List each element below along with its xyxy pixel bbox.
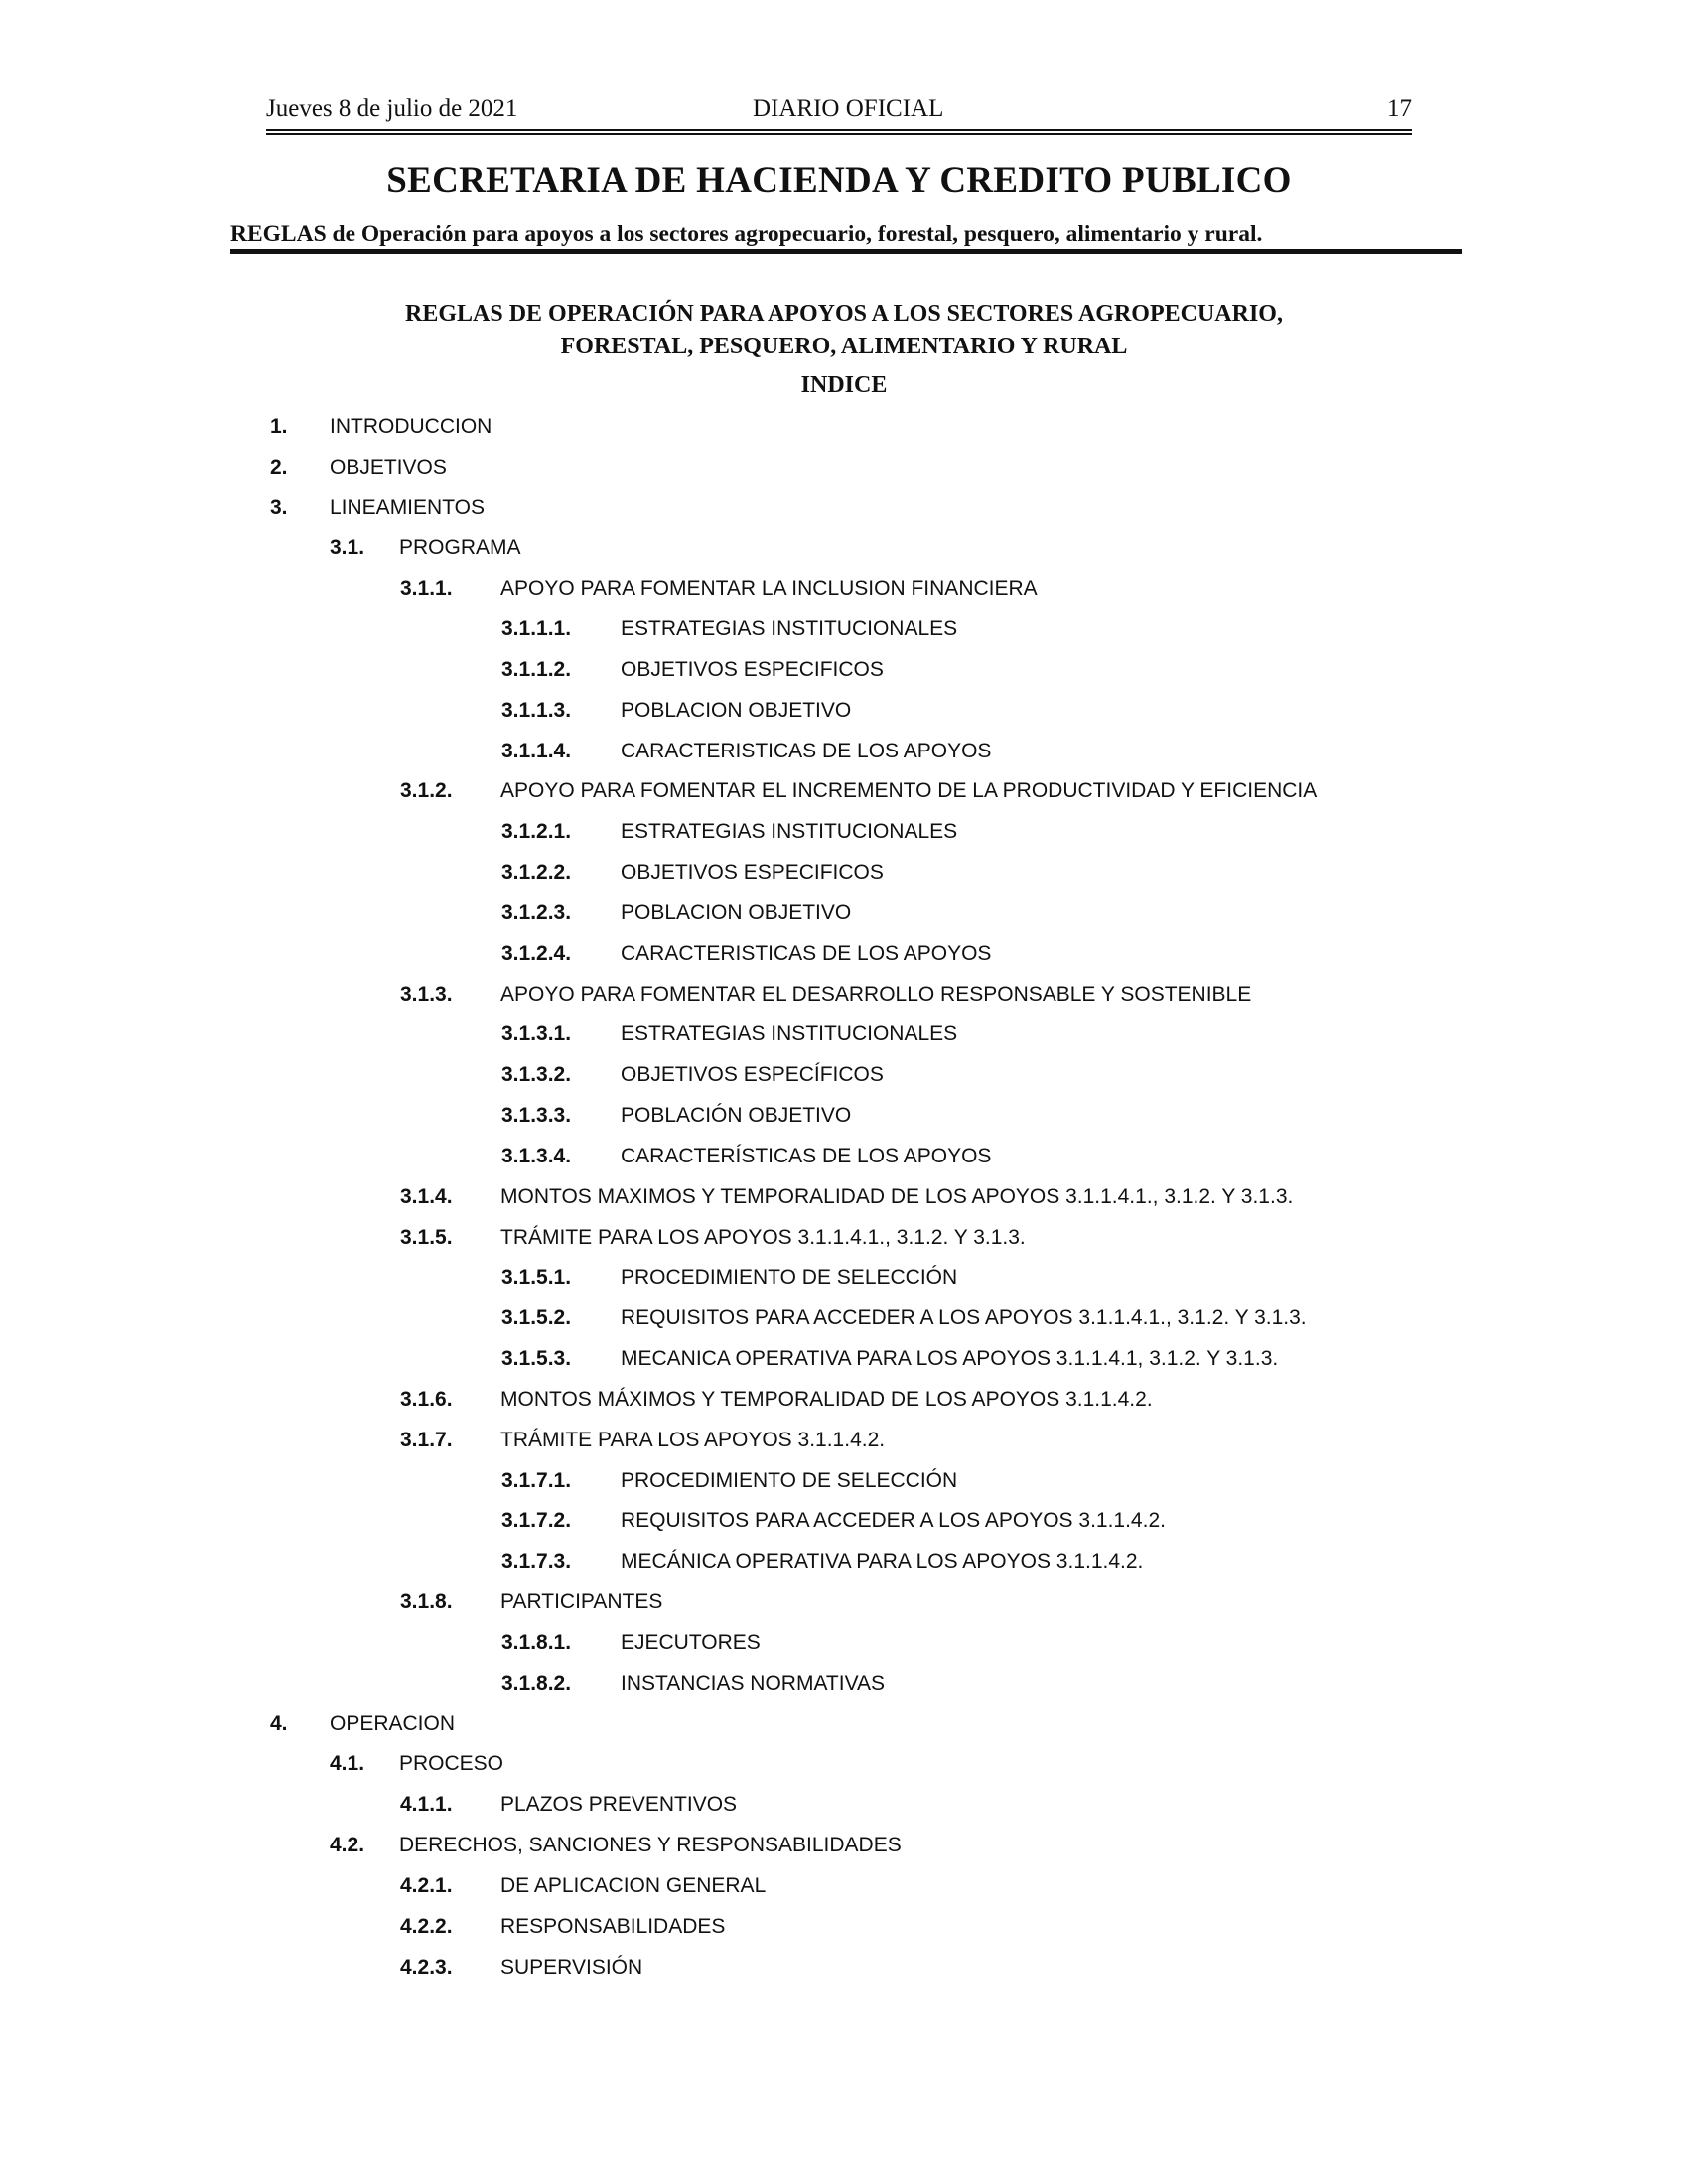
toc-entry-label: DE APLICACION GENERAL bbox=[500, 1874, 767, 1897]
toc-entry-number: 3.1.5. bbox=[400, 1226, 453, 1249]
toc-entry-label: ESTRATEGIAS INSTITUCIONALES bbox=[621, 1023, 958, 1045]
toc-entry-label: RESPONSABILIDADES bbox=[500, 1915, 726, 1938]
toc-entry-label: ESTRATEGIAS INSTITUCIONALES bbox=[621, 820, 958, 843]
toc-entry-label: POBLACION OBJETIVO bbox=[621, 699, 852, 722]
toc-entry-number: 3.1.1.3. bbox=[501, 699, 572, 722]
toc-entry-number: 3.1.7.1. bbox=[501, 1469, 572, 1492]
toc-entry-number: 3.1.3.2. bbox=[501, 1063, 572, 1086]
toc-entry-number: 3.1.3.4. bbox=[501, 1145, 572, 1167]
toc-entry-number: 3.1.2. bbox=[400, 779, 453, 802]
toc-entry-number: 3.1.5.2. bbox=[501, 1306, 572, 1329]
document-title-line-2: FORESTAL, PESQUERO, ALIMENTARIO Y RURAL bbox=[560, 334, 1128, 359]
toc-entry-label: PLAZOS PREVENTIVOS bbox=[500, 1793, 738, 1816]
toc-entry-label: MECANICA OPERATIVA PARA LOS APOYOS 3.1.1.4.1, 3.1.2. Y 3.1.3. bbox=[621, 1347, 1279, 1370]
toc-entry-number: 3.1.3.3. bbox=[501, 1104, 572, 1127]
toc-entry-label: TRÁMITE PARA LOS APOYOS 3.1.1.4.2. bbox=[500, 1429, 886, 1451]
toc-entry-label: POBLACION OBJETIVO bbox=[621, 901, 852, 924]
toc-entry-number: 3.1.1.2. bbox=[501, 658, 572, 681]
toc-entry-label: PROCEDIMIENTO DE SELECCIÓN bbox=[621, 1469, 958, 1492]
toc-entry-label: OBJETIVOS ESPECIFICOS bbox=[621, 658, 884, 681]
header-date: Jueves 8 de julio de 2021 bbox=[266, 95, 518, 122]
toc-entry-number: 3.1.6. bbox=[400, 1388, 453, 1411]
toc-entry-label: DERECHOS, SANCIONES Y RESPONSABILIDADES bbox=[399, 1834, 902, 1856]
toc-entry-label: OBJETIVOS bbox=[330, 456, 447, 478]
toc-entry-number: 3.1.5.3. bbox=[501, 1347, 572, 1370]
section-subtitle: REGLAS de Operación para apoyos a los sectores agropecuario, forestal, pesquero, alimentario y rural. bbox=[230, 221, 1263, 247]
toc-entry-label: OBJETIVOS ESPECÍFICOS bbox=[621, 1063, 884, 1086]
toc-entry-number: 3.1.2.4. bbox=[501, 942, 572, 965]
toc-entry-number: 3.1.2.2. bbox=[501, 861, 572, 884]
toc-entry-label: PROCESO bbox=[399, 1752, 504, 1775]
toc-entry-label: MONTOS MÁXIMOS Y TEMPORALIDAD DE LOS APOYOS 3.1.1.4.2. bbox=[500, 1388, 1153, 1411]
toc-entry-number: 3.1.8. bbox=[400, 1590, 453, 1613]
toc-entry-number: 3.1. bbox=[330, 536, 365, 559]
toc-entry-label: APOYO PARA FOMENTAR LA INCLUSION FINANCIERA bbox=[500, 577, 1038, 600]
toc-entry-label: EJECUTORES bbox=[621, 1631, 761, 1654]
toc-entry-label: TRÁMITE PARA LOS APOYOS 3.1.1.4.1., 3.1.2. Y 3.1.3. bbox=[500, 1226, 1026, 1249]
toc-entry-label: PROGRAMA bbox=[399, 536, 521, 559]
header-journal-name: DIARIO OFICIAL bbox=[753, 95, 944, 122]
toc-entry-label: MONTOS MAXIMOS Y TEMPORALIDAD DE LOS APOYOS 3.1.1.4.1., 3.1.2. Y 3.1.3. bbox=[500, 1185, 1294, 1208]
toc-entry-label: CARACTERISTICAS DE LOS APOYOS bbox=[621, 942, 992, 965]
toc-entry-number: 3.1.1.1. bbox=[501, 617, 572, 640]
toc-entry-number: 4.2.1. bbox=[400, 1874, 453, 1897]
toc-entry-label: OBJETIVOS ESPECIFICOS bbox=[621, 861, 884, 884]
toc-entry-label: MECÁNICA OPERATIVA PARA LOS APOYOS 3.1.1.4.2. bbox=[621, 1550, 1144, 1572]
toc-entry-number: 3.1.7.3. bbox=[501, 1550, 572, 1572]
toc-entry-number: 3.1.1. bbox=[400, 577, 453, 600]
toc-entry-number: 3.1.8.2. bbox=[501, 1672, 572, 1695]
toc-entry-label: REQUISITOS PARA ACCEDER A LOS APOYOS 3.1.1.4.1., 3.1.2. Y 3.1.3. bbox=[621, 1306, 1307, 1329]
toc-entry-number: 3.1.2.1. bbox=[501, 820, 572, 843]
toc-entry-label: PROCEDIMIENTO DE SELECCIÓN bbox=[621, 1266, 958, 1289]
toc-entry-label: APOYO PARA FOMENTAR EL INCREMENTO DE LA PRODUCTIVIDAD Y EFICIENCIA bbox=[500, 779, 1318, 802]
document-title-line-1: REGLAS DE OPERACIÓN PARA APOYOS A LOS SECTORES AGROPECUARIO, bbox=[405, 301, 1283, 327]
toc-entry-label: REQUISITOS PARA ACCEDER A LOS APOYOS 3.1.1.4.2. bbox=[621, 1509, 1166, 1532]
toc-entry-number: 3.1.7.2. bbox=[501, 1509, 572, 1532]
toc-entry-number: 4.1. bbox=[330, 1752, 365, 1775]
toc-entry-label: LINEAMIENTOS bbox=[330, 496, 485, 519]
toc-entry-number: 2. bbox=[270, 456, 288, 478]
toc-entry-label: OPERACION bbox=[330, 1712, 456, 1735]
toc-entry-number: 3.1.3.1. bbox=[501, 1023, 572, 1045]
toc-entry-label: INTRODUCCION bbox=[330, 415, 492, 438]
toc-entry-number: 3.1.5.1. bbox=[501, 1266, 572, 1289]
toc-entry-number: 3.1.1.4. bbox=[501, 740, 572, 762]
toc-entry-number: 3.1.3. bbox=[400, 983, 453, 1006]
toc-entry-number: 1. bbox=[270, 415, 288, 438]
toc-entry-number: 3.1.4. bbox=[400, 1185, 453, 1208]
header-page-number: 17 bbox=[1387, 95, 1412, 122]
toc-entry-label: ESTRATEGIAS INSTITUCIONALES bbox=[621, 617, 958, 640]
toc-entry-number: 4. bbox=[270, 1712, 288, 1735]
toc-entry-number: 4.2. bbox=[330, 1834, 365, 1856]
index-heading: INDICE bbox=[800, 372, 888, 398]
toc-entry-label: PARTICIPANTES bbox=[500, 1590, 663, 1613]
toc-entry-number: 3.1.2.3. bbox=[501, 901, 572, 924]
toc-entry-number: 4.1.1. bbox=[400, 1793, 453, 1816]
toc-entry-number: 4.2.2. bbox=[400, 1915, 453, 1938]
toc-entry-label: POBLACIÓN OBJETIVO bbox=[621, 1104, 852, 1127]
ministry-heading: SECRETARIA DE HACIENDA Y CREDITO PUBLICO bbox=[386, 160, 1292, 201]
toc-entry-label: CARACTERÍSTICAS DE LOS APOYOS bbox=[621, 1145, 992, 1167]
toc-entry-label: SUPERVISIÓN bbox=[500, 1956, 643, 1979]
toc-entry-label: CARACTERISTICAS DE LOS APOYOS bbox=[621, 740, 992, 762]
toc-entry-number: 3.1.8.1. bbox=[501, 1631, 572, 1654]
toc-entry-number: 4.2.3. bbox=[400, 1956, 453, 1979]
toc-entry-label: INSTANCIAS NORMATIVAS bbox=[621, 1672, 886, 1695]
toc-entry-label: APOYO PARA FOMENTAR EL DESARROLLO RESPONSABLE Y SOSTENIBLE bbox=[500, 983, 1252, 1006]
toc-entry-number: 3. bbox=[270, 496, 288, 519]
toc-entry-number: 3.1.7. bbox=[400, 1429, 453, 1451]
